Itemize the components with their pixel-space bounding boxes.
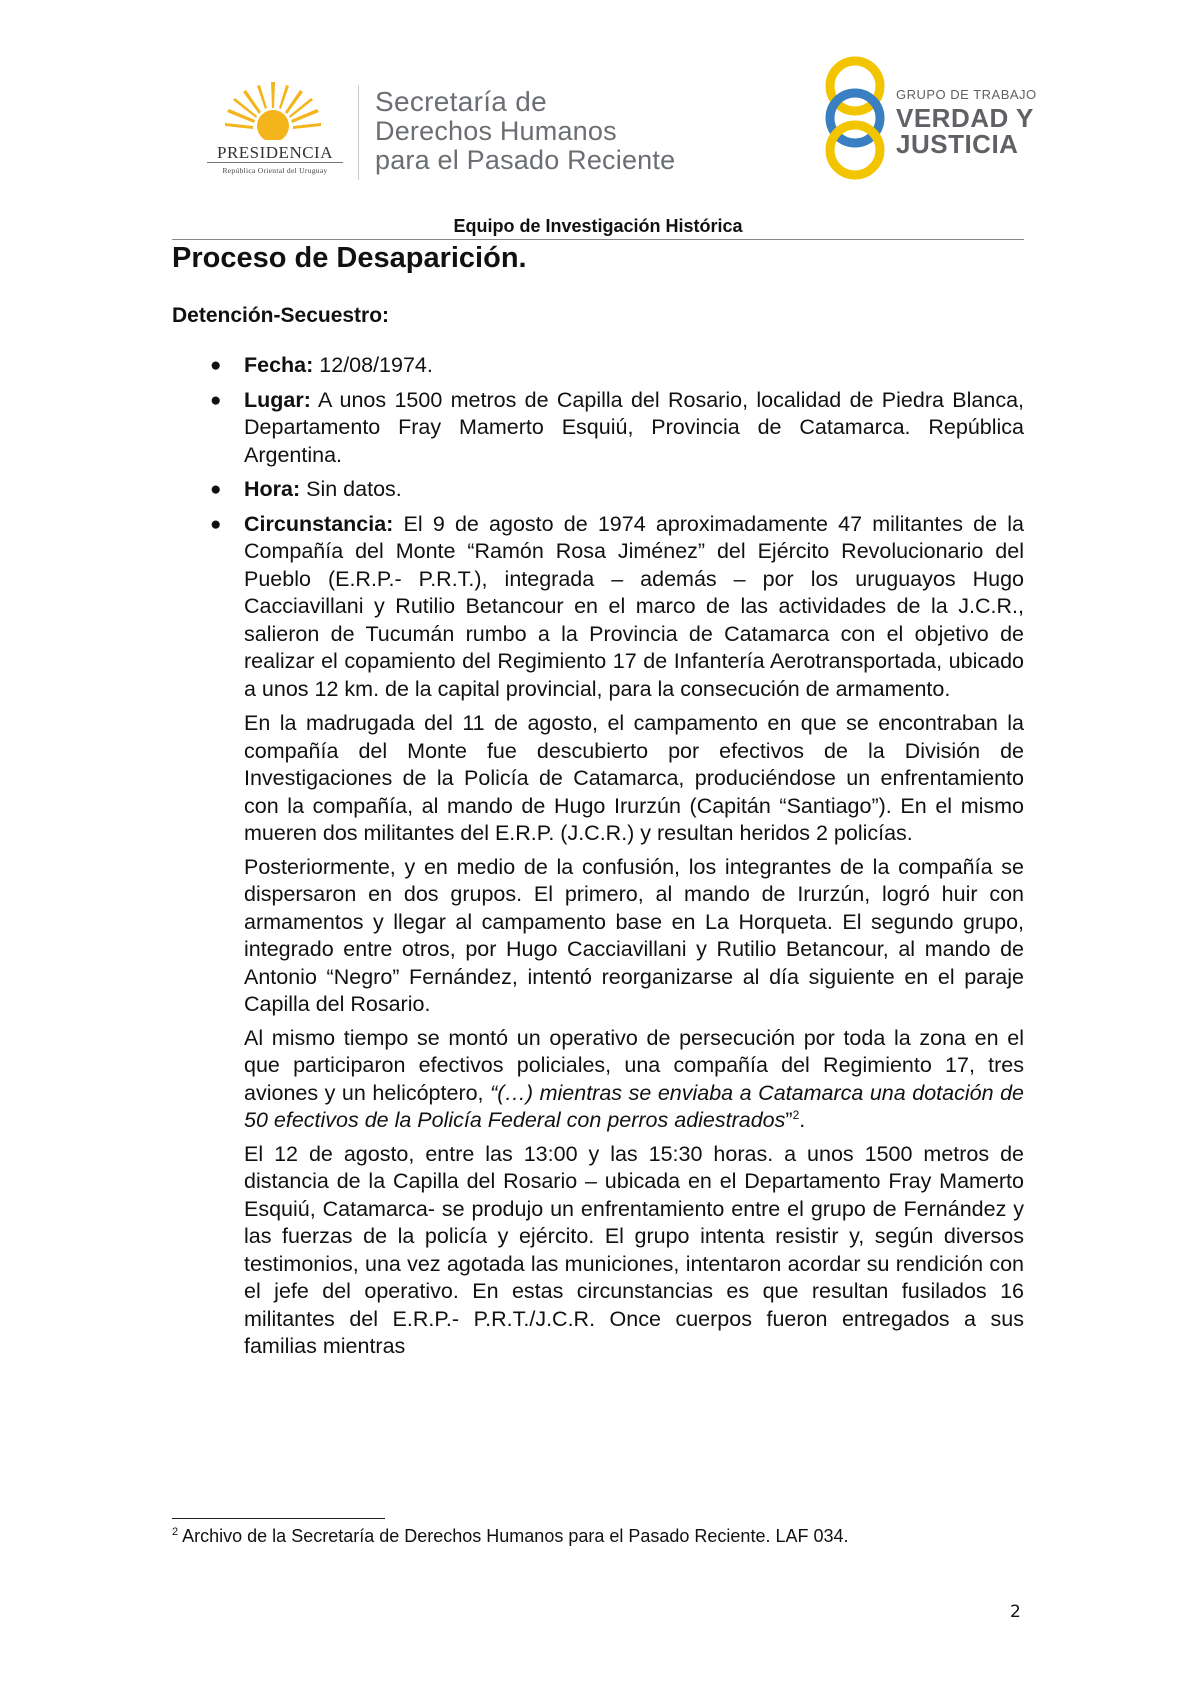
footnote-ref[interactable]: 2: [792, 1107, 800, 1122]
bullet-icon: ●: [210, 479, 222, 500]
gtvj-rings-icon: [820, 56, 890, 180]
gtvj-logo-text: [896, 88, 1037, 157]
footnote-text: Archivo de la Secretaría de Derechos Humanos para el Pasado Reciente. LAF 034.: [178, 1526, 849, 1546]
item-label: Lugar:: [244, 387, 311, 412]
paragraph: En la madrugada del 11 de agosto, el campamento en que se encontraban la compañía del Monte fue descubierto por efectivos de la División de Investigaciones de la Policía de Catamarca, produciéndose un enfrentamiento con la compañía, al mando de Hugo Irurzún (Capitán “Santiago”). En el mismo mueren dos militantes del E.R.P. (J.C.R.) y resultan heridos 2 policías.: [244, 711, 1024, 845]
footnote: [172, 1526, 849, 1547]
gtvj-line-2: VERDAD Y: [896, 103, 1034, 133]
paragraph: [172, 1025, 1024, 1135]
gtvj-line-1: GRUPO DE TRABAJO: [896, 87, 1037, 102]
footnote-divider: [172, 1518, 385, 1519]
secretaria-line-1: Secretaría de: [375, 86, 547, 117]
paragraph: Posteriormente, y en medio de la confusión, los integrantes de la compañía se dispersaron en dos grupos. El primero, al mando de Irurzún, logró huir con armamentos y llegar al campamento base en La Horqueta. El segundo grupo, integrado entre otros, por Hugo Cacciavillani y Rutilio Betancour, al mando de Antonio “Negro” Fernández, intentó reorganizarse al día siguiente en el paraje Capilla del Rosario.: [244, 854, 1024, 1016]
item-text: 12/08/1974.: [313, 353, 433, 377]
list-item: [172, 511, 1024, 704]
bullet-icon: ●: [210, 355, 222, 376]
document-title: Proceso de Desaparición.: [172, 242, 527, 274]
header-divider: [358, 85, 359, 180]
paragraph: El 12 de agosto, entre las 13:00 y las 15:30 horas. a unos 1500 metros de distancia de la Capilla del Rosario – ubicada en el Departamento Fray Mamerto Esquiú, Catamarca- se produjo un enfrentamiento entre el grupo de Fernández y las fuerzas de la policía y ejército. El grupo intenta resistir y, según diversos testimonios, una vez agotada las municiones, intentaron acordar su rendición con el jefe del operativo. En estas circunstancias es que resultan fusilados 16 militantes del E.R.P.- P.R.T./J.C.R. Once cuerpos fueron entregados a sus familias mientras: [244, 1141, 1024, 1358]
quoted-text: “(…) mientras se enviaba a Catamarca una dotación de 50 efectivos de la Policía Federal con perros adiestrados: [244, 1080, 1024, 1132]
paragraph-end: .: [799, 1108, 806, 1132]
paragraph-text: Al mismo tiempo se montó un operativo de persecución por toda la zona en el que participaron efectivos policiales, una compañía del Regimiento 17, tres aviones y un helicóptero,: [244, 1025, 1024, 1105]
quote-close: ”: [785, 1108, 793, 1132]
presidencia-subtitle: República Oriental del Uruguay: [222, 166, 328, 175]
presidencia-logo: [195, 78, 355, 178]
gtvj-line-3: JUSTICIA: [896, 129, 1019, 159]
list-item: [172, 476, 1024, 504]
presidencia-divider: [207, 162, 343, 163]
item-label: Circunstancia:: [244, 511, 394, 536]
bullet-icon: ●: [210, 513, 222, 535]
team-label: Equipo de Investigación Histórica: [453, 216, 743, 236]
list-item: [172, 387, 1024, 470]
item-text: Sin datos.: [300, 477, 402, 501]
secretaria-logo-text: [375, 88, 675, 174]
presidencia-label: PRESIDENCIA: [216, 143, 333, 162]
sun-icon: [223, 78, 323, 146]
item-label: Fecha:: [244, 353, 314, 377]
header-rule: [172, 239, 1024, 240]
document-body: [172, 352, 1024, 1367]
item-text: El 9 de agosto de 1974 aproximadamente 47 militantes de la Compañía del Monte “Ramón Rosa Jiménez” del Ejército Revolucionario del Pueblo (E.R.P.- P.R.T.), integrada – además – por los uruguayos Hugo Cacciavillani y Rutilio Betancour en el marco de las actividades de la J.C.R., salieron de Tucumán rumbo a la Provincia de Catamarca con el objetivo de realizar el copamiento del Regimiento 17 de Infantería Aerotransportada, ubicado a unos 12 km. de la capital provincial, para la consecución de armamento.: [244, 511, 1024, 701]
item-text: A unos 1500 metros de Capilla del Rosario, localidad de Piedra Blanca, Departamento Fray Mamerto Esquiú, Provincia de Catamarca. República Argentina.: [244, 387, 1024, 467]
secretaria-line-2: Derechos Humanos: [375, 116, 617, 146]
bullet-icon: ●: [210, 389, 222, 411]
section-heading: Detención-Secuestro:: [172, 304, 390, 327]
list-item: [172, 352, 1024, 380]
item-label: Hora:: [244, 477, 301, 501]
footnote-number: 2: [172, 1526, 179, 1538]
secretaria-line-3: para el Pasado Reciente: [375, 145, 676, 175]
page-number: 2: [1010, 1602, 1021, 1622]
